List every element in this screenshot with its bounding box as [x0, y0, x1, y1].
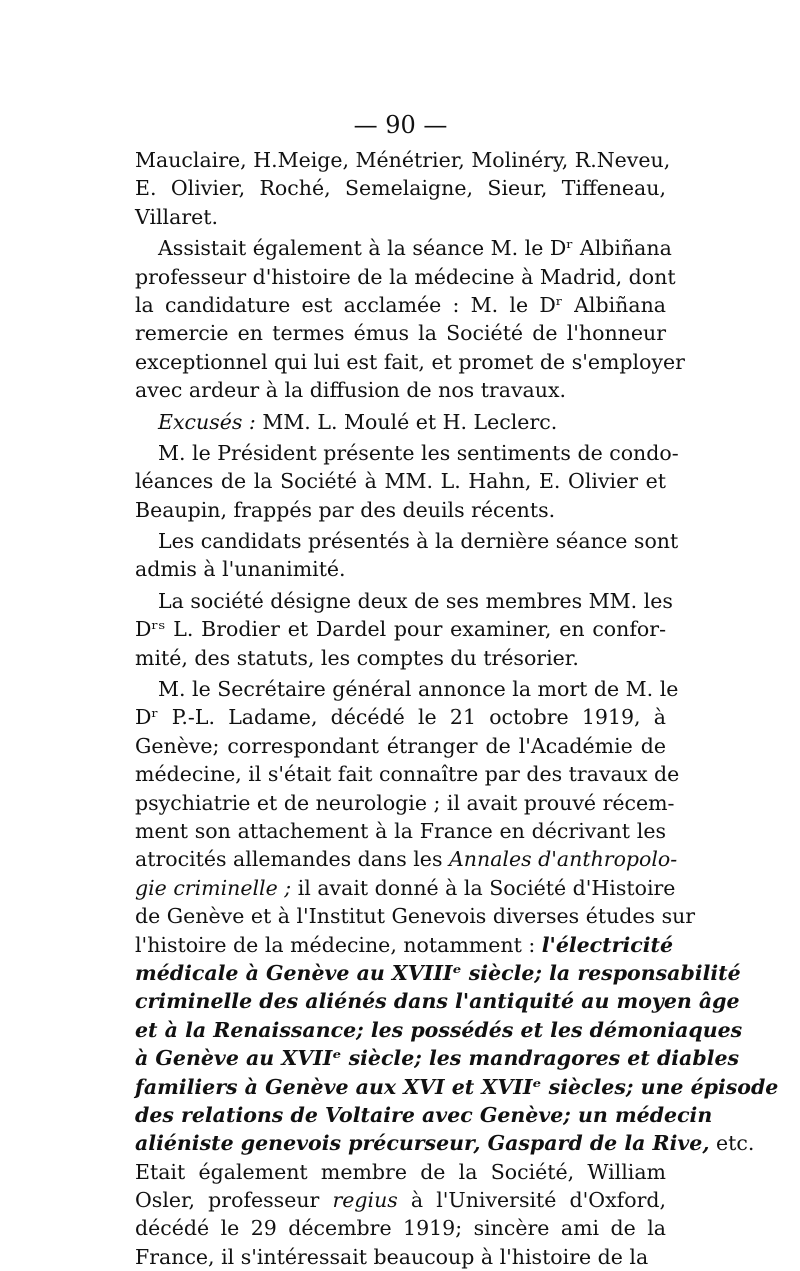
- text-run: décédé le 29 décembre 1919; sincère ami de la: [135, 1216, 666, 1241]
- text-run: l'histoire de la médecine, notamment :: [135, 932, 542, 957]
- text-line: [135, 760, 680, 788]
- text-line: [135, 931, 674, 959]
- text-line: [135, 675, 679, 703]
- text-run: E. Olivier, Roché, Semelaigne, Sieur, Tiffeneau,: [135, 176, 666, 201]
- text-run: etc.: [709, 1131, 755, 1156]
- text-run: mité, des statuts, les comptes du trésorier.: [135, 645, 579, 670]
- text-run: il avait donné à la Société d'Histoire: [291, 875, 676, 900]
- text-run: Etait également membre de la Société, William: [135, 1159, 666, 1184]
- italic-text: Annales d'anthropolo-: [448, 847, 678, 872]
- text-line: [135, 817, 666, 845]
- italic-title-text: aliéniste genevois précurseur, Gaspard de la Rive,: [135, 1131, 710, 1156]
- text-line: [135, 496, 666, 524]
- text-run: Dʳˢ L. Brodier et Dardel pour examiner, en confor-: [135, 617, 666, 642]
- text-run: à l'Université d'Oxford,: [397, 1188, 667, 1213]
- text-line: [135, 1129, 755, 1157]
- text-line: [135, 146, 671, 174]
- text-line: [135, 845, 678, 873]
- text-line: [135, 1214, 666, 1242]
- text-line: [135, 703, 666, 731]
- italic-title-text: et à la Renaissance; les possédés et les démoniaques: [135, 1017, 743, 1042]
- text-line: [135, 587, 673, 615]
- text-line: [135, 1101, 713, 1129]
- text-run: avec ardeur à la diffusion de nos travaux.: [135, 378, 567, 403]
- text-run: M. le Président présente les sentiments de condo-: [158, 440, 679, 465]
- text-run: de Genève et à l'Institut Genevois diverses études sur: [135, 904, 696, 929]
- text-line: [135, 319, 666, 347]
- text-line: [135, 1186, 666, 1214]
- italic-title-text: médicale à Genève au XVIIIᵉ siècle; la responsabilité: [135, 960, 741, 985]
- paragraph: [135, 675, 779, 1271]
- page-body-text: [135, 146, 779, 1271]
- text-line: [135, 348, 685, 376]
- text-run: admis à l'unanimité.: [135, 557, 346, 582]
- text-line: [135, 1158, 666, 1186]
- text-run: ment son attachement à la France en décrivant les: [135, 818, 666, 843]
- paragraph: [135, 527, 679, 584]
- text-line: [135, 902, 696, 930]
- text-run: médecine, il s'était fait connaître par des travaux de: [135, 762, 680, 787]
- text-run: remercie en termes émus la Société de l'honneur: [135, 321, 666, 346]
- text-line: [135, 959, 741, 987]
- text-run: professeur d'histoire de la médecine à Madrid, dont: [135, 264, 676, 289]
- paragraph: [135, 408, 666, 436]
- text-line: [135, 615, 666, 643]
- text-line: [135, 291, 666, 319]
- text-run: psychiatrie et de neurologie ; il avait prouvé récem-: [135, 790, 675, 815]
- text-line: [135, 1016, 743, 1044]
- text-line: [135, 408, 666, 436]
- italic-title-text: criminelle des aliénés dans l'antiquité au moyen âge: [135, 989, 740, 1014]
- text-line: [135, 789, 675, 817]
- text-run: la candidature est acclamée : M. le Dʳ Albiñana: [135, 292, 666, 317]
- book-page: [135, 108, 779, 1271]
- text-run: Mauclaire, H.Meige, Ménétrier, Molinéry, R.Neveu,: [135, 148, 671, 172]
- paragraph: [135, 234, 685, 404]
- italic-text: gie criminelle ;: [135, 875, 292, 900]
- text-run: Les candidats présentés à la dernière séance sont: [158, 529, 679, 554]
- paragraph: [135, 439, 679, 524]
- text-run: M. le Secrétaire général annonce la mort de M. le: [158, 677, 679, 702]
- text-line: [135, 203, 666, 231]
- text-run: léances de la Société à MM. L. Hahn, E. Olivier et: [135, 469, 666, 494]
- text-run: Assistait également à la séance M. le Dʳ Albiñana: [158, 236, 672, 261]
- text-run: Osler, professeur: [135, 1188, 333, 1213]
- text-run: Villaret.: [135, 204, 219, 229]
- text-line: [135, 174, 666, 202]
- paragraph: [135, 587, 673, 672]
- text-run: France, il s'intéressait beaucoup à l'histoire de la: [135, 1244, 649, 1269]
- text-line: [135, 1073, 779, 1101]
- text-line: [135, 263, 676, 291]
- text-line: [135, 1044, 740, 1072]
- text-run: atrocités allemandes dans les: [135, 847, 449, 872]
- text-line: [135, 555, 666, 583]
- text-run: Genève; correspondant étranger de l'Académie de: [135, 733, 666, 758]
- text-line: [135, 376, 666, 404]
- page-number: — 90 —: [353, 111, 448, 139]
- text-line: [135, 644, 666, 672]
- text-run: Beaupin, frappés par des deuils récents.: [135, 497, 556, 522]
- italic-title-text: familiers à Genève aux XVI et XVIIᵉ siècles; une épisode: [135, 1074, 779, 1099]
- text-line: [135, 439, 679, 467]
- text-line: [135, 527, 679, 555]
- text-run: MM. L. Moulé et H. Leclerc.: [255, 409, 558, 434]
- italic-text: Excusés :: [158, 409, 256, 434]
- paragraph: [135, 146, 671, 231]
- text-run: exceptionnel qui lui est fait, et promet de s'employer: [135, 349, 685, 374]
- text-line: [135, 732, 666, 760]
- text-line: [135, 874, 676, 902]
- italic-text: regius: [332, 1188, 398, 1213]
- text-run: La société désigne deux de ses membres MM. les: [158, 588, 673, 613]
- italic-title-text: à Genève au XVIIᵉ siècle; les mandragores et diables: [135, 1046, 740, 1071]
- text-line: [135, 234, 672, 262]
- text-run: Dʳ P.-L. Ladame, décédé le 21 octobre 1919, à: [135, 705, 666, 730]
- italic-title-text: des relations de Voltaire avec Genève; un médecin: [135, 1102, 713, 1127]
- italic-title-text: l'électricité: [541, 932, 674, 957]
- text-line: [135, 987, 740, 1015]
- text-line: [135, 467, 666, 495]
